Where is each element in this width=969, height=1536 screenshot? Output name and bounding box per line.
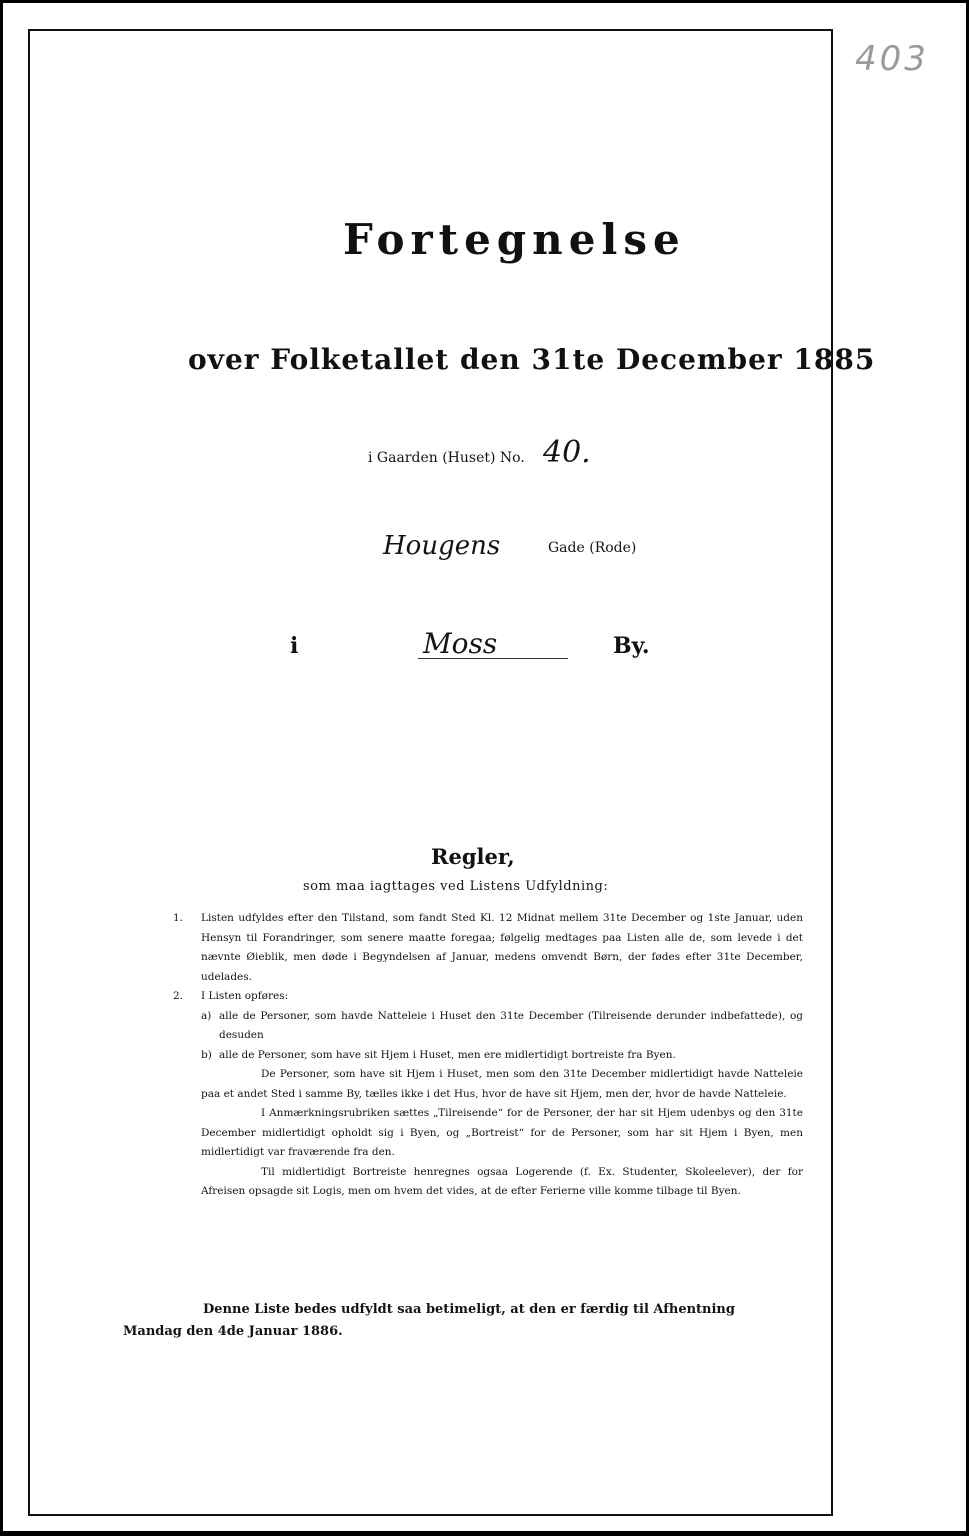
town-underline	[418, 658, 568, 659]
rules-list	[173, 909, 803, 1202]
rule-number: 1.	[173, 912, 184, 924]
rule-subitem-text: alle de Personer, som havde Natteleie i Huset den 31te December (Tilreisende derunder indbefattede), og desuden	[219, 1009, 803, 1041]
page-number: 403	[855, 39, 929, 79]
rule-subitem-text: alle de Personer, som have sit Hjem i Huset, men ere midlertidigt bortreiste fra Byen.	[219, 1048, 676, 1061]
rule-text: I Listen opføres:	[201, 990, 289, 1002]
rule-paragraph: I Anmærkningsrubriken sættes „Tilreisende“ for de Personer, der har sit Hjem udenbys og den 31te December midlertidigt opholdt sig i Byen, og „Bortreist“ for de Personer, som har sit Hjem i Byen, men midlertidigt var fraværende fra den.	[201, 1107, 803, 1158]
rule-paragraph: Til midlertidigt Bortreiste henregnes ogsaa Logerende (f. Ex. Studenter, Skoleelever), der for Afreisen opsagde sit Logis, men om hvem det vides, at de efter Ferierne ville komme tilbage til Byen.	[201, 1165, 803, 1197]
rule-text: Listen udfyldes efter den Tilstand, som fandt Sted Kl. 12 Midnat mellem 31te December og 1ste Januar, uden Hensyn til Forandringer, som senere maatte foregaa; følgelig medtages paa Listen alle de, som levede i det nævnte Øieblik, men døde i Begyndelsen af Januar, medens omvendt Børn, der fødes efter 31te December, udelades.	[201, 912, 803, 983]
street-label: Gade (Rode)	[548, 540, 637, 556]
rule-subitem-label: a)	[201, 1009, 212, 1022]
document-subtitle: over Folketallet den 31te December 1885	[188, 343, 876, 376]
town-prefix: i	[290, 633, 299, 659]
rule-number: 2.	[173, 990, 184, 1002]
house-number-value: 40.	[543, 435, 591, 470]
rule-subitem	[201, 1046, 803, 1066]
rule-item	[173, 987, 803, 1007]
rules-heading: Regler,	[431, 844, 515, 869]
document-page	[3, 3, 966, 1531]
rule-subitem	[201, 1007, 803, 1046]
town-suffix: By.	[613, 633, 650, 659]
footer-notice	[123, 1299, 803, 1343]
rules-intro: som maa iagttages ved Listens Udfyldning:	[303, 879, 609, 894]
document-title: Fortegnelse	[343, 215, 686, 264]
street-name-value: Hougens	[383, 531, 501, 561]
house-number-label: i Gaarden (Huset) No.	[368, 450, 525, 466]
footer-line-1: Denne Liste bedes udfyldt saa betimeligt, at den er færdig til Afhentning	[203, 1302, 735, 1317]
rule-paragraph: De Personer, som have sit Hjem i Huset, men som den 31te December midlertidigt havde Natteleie paa et andet Sted i samme By, tælles ikke i det Hus, hvor de have sit Hjem, men der, hvor de havde Natteleie.	[201, 1068, 803, 1100]
rule-subitem-label: b)	[201, 1048, 212, 1061]
footer-line-2: Mandag den 4de Januar 1886.	[123, 1324, 343, 1339]
town-name-value: Moss	[423, 627, 498, 660]
rule-item	[173, 909, 803, 987]
